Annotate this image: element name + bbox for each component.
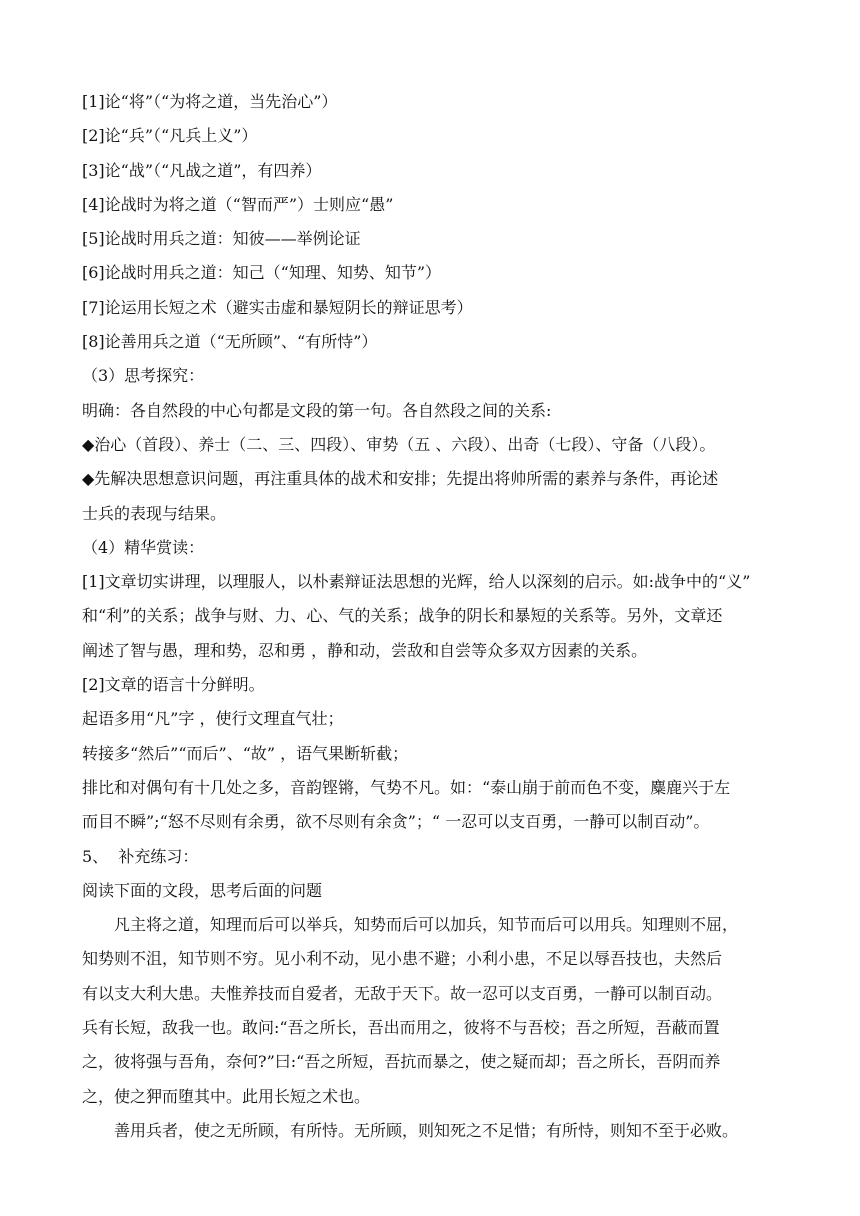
document-page: [82, 85, 780, 1148]
outline-item: [5]论战时用兵之道：知彼——举例论证: [82, 229, 361, 249]
outline-item: [8]论善用兵之道（“无所顾”、“有所恃”）: [82, 332, 378, 352]
paragraph-line: 阐述了智与愚，理和势，忍和勇 ，静和动，尝敌和自尝等众多双方因素的关系。: [82, 640, 648, 660]
paragraph-line: 起语多用“凡”字 ，使行文理直气壮；: [82, 709, 344, 729]
paragraph-line: [2]文章的语言十分鲜明。: [82, 675, 265, 695]
paragraph-line: [1]文章切实讲理，以理服人，以朴素辩证法思想的光辉，给人以深刻的启示。如:战争中的“义”: [82, 572, 751, 592]
bullet-item: ◆先解决思想意识问题，再注重具体的战术和安排；先提出将帅所需的素养与条件，再论述: [82, 469, 719, 489]
paragraph-line: 排比和对偶句有十几处之多，音韵铿锵，气势不凡。如：“泰山崩于前而色不变，麋鹿兴于左: [82, 777, 731, 797]
passage-line: 之，彼将强与吾角，奈何?”曰:“吾之所短，吾抗而暴之，使之疑而却；吾之所长，吾阴而养: [82, 1052, 721, 1072]
paragraph-line: 转接多“然后”“而后”、“故” ，语气果断斩截；: [82, 743, 409, 763]
bullet-item-continued: 士兵的表现与结果。: [82, 503, 227, 523]
outline-item: [7]论运用长短之术（避实击虚和暴短阴长的辩证思考）: [82, 297, 473, 317]
section-5: [82, 840, 780, 1149]
section-heading: （3）思考探究：: [82, 366, 205, 386]
section-3: [82, 359, 780, 530]
section-heading: （4）精华赏读：: [82, 537, 205, 557]
section-4: [82, 531, 780, 840]
passage-line: 兵有长短，敌我一也。敢问:“吾之所长，吾出而用之，彼将不与吾校；吾之所短，吾蔽而置: [82, 1018, 720, 1038]
outline-item: [2]论“兵”（“凡兵上义”）: [82, 126, 258, 146]
passage-line: 善用兵者，使之无所顾，有所恃。无所顾，则知死之不足惜；有所恃，则知不至于必败。: [114, 1120, 739, 1140]
section-heading: 5、 补充练习：: [82, 846, 199, 866]
bullet-item: ◆治心（首段）、养士（二、三、四段）、审势（五 、六段）、出奇（七段）、守备（八段）。: [82, 434, 716, 454]
paragraph-line: 而目不瞬”;“怒不尽则有余勇，欲不尽则有余贪”；“ 一忍可以支百勇，一静可以制百动”。: [82, 812, 710, 832]
outline-item: [6]论战时用兵之道：知己（“知理、知势、知节”）: [82, 263, 442, 283]
clarify-text: 明确：各自然段的中心句都是文段的第一句。各自然段之间的关系:: [82, 400, 552, 420]
passage-line: 之，使之狎而堕其中。此用长短之术也。: [82, 1086, 371, 1106]
passage-line: 有以支大利大患。夫惟养技而自爱者，无敌于天下。故一忍可以支百勇，一静可以制百动。: [82, 983, 723, 1003]
outline-list: [82, 85, 780, 359]
outline-item: [3]论“战”（“凡战之道”，有四养）: [82, 160, 322, 180]
paragraph-line: 和“利”的关系；战争与财、力、心、气的关系；战争的阴长和暴短的关系等。另外，文章还: [82, 606, 723, 626]
passage-line: 凡主将之道，知理而后可以举兵，知势而后可以加兵，知节而后可以用兵。知理则不屈，: [114, 915, 739, 935]
passage-line: 知势则不沮，知节则不穷。见小利不动，见小患不避；小利小患，不足以辱吾技也，夫然后: [82, 949, 723, 969]
outline-item: [4]论战时为将之道（“智而严”）士则应“愚”: [82, 194, 394, 214]
outline-item: [1]论“将”（“为将之道，当先治心”）: [82, 92, 338, 111]
instruction-text: 阅读下面的文段，思考后面的问题: [82, 880, 323, 900]
